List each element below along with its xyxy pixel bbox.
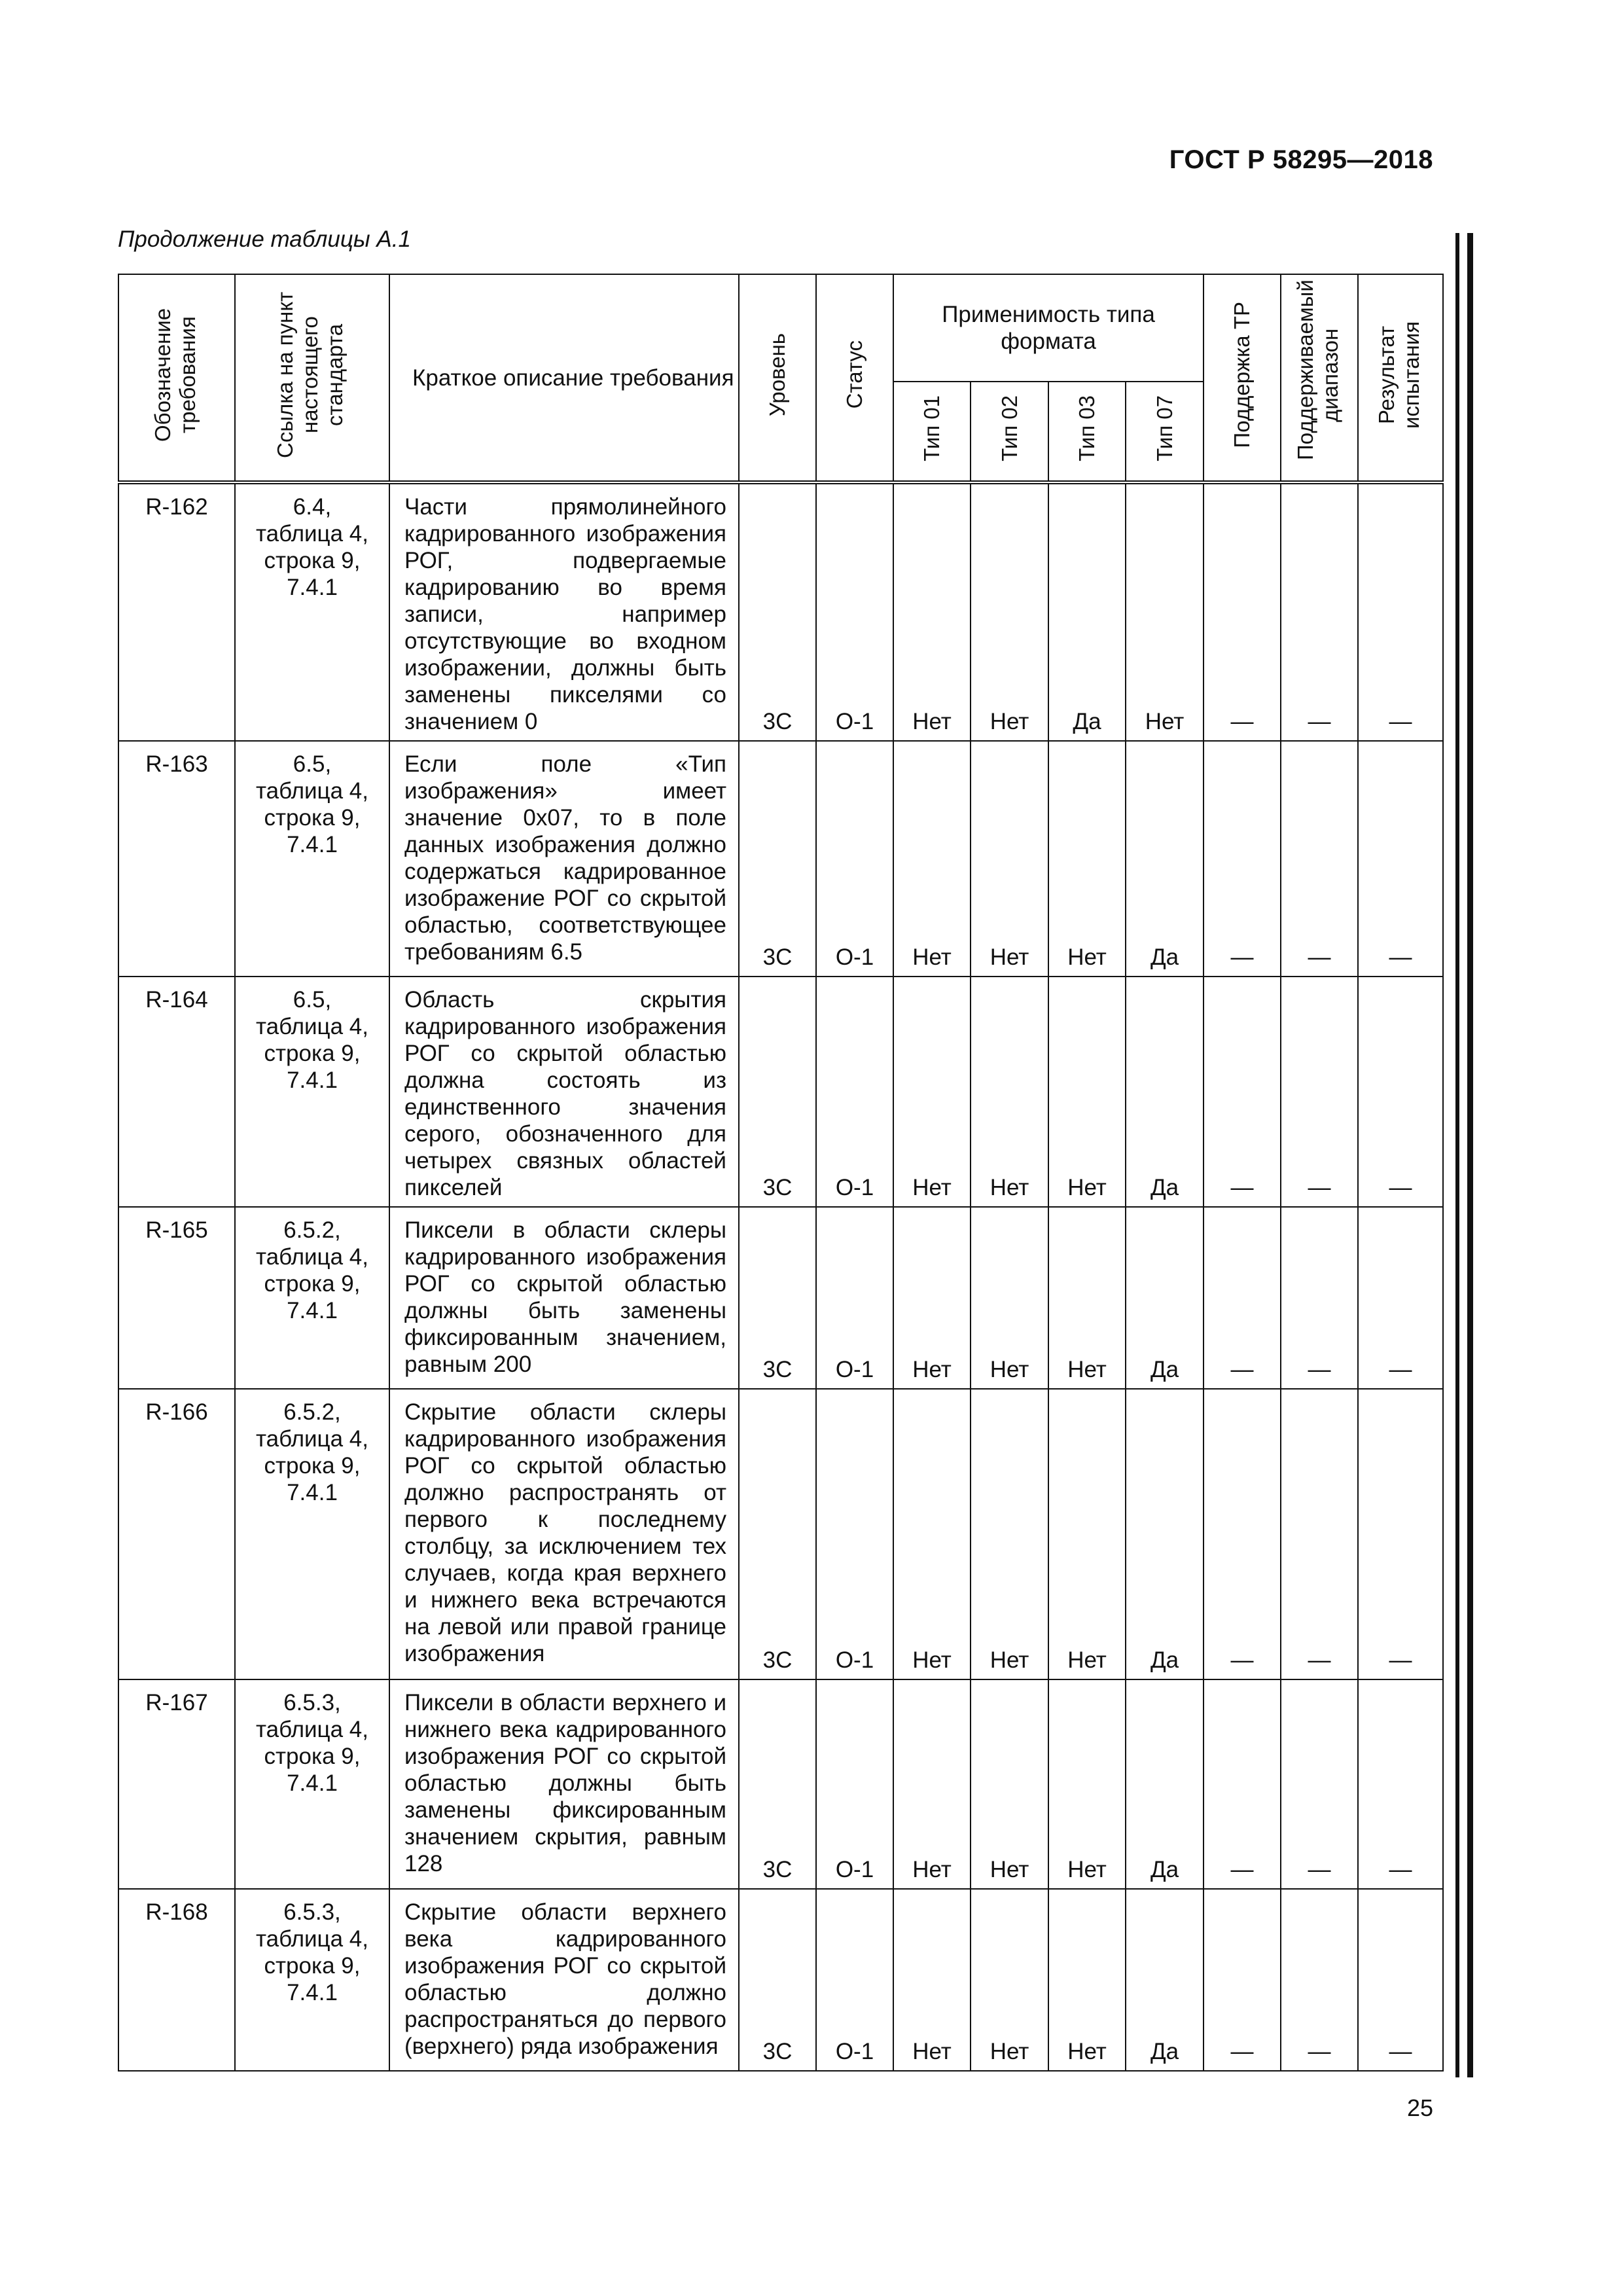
table-row [118,1389,1443,1679]
requirement-level: 3С [739,1889,816,2071]
reference-line: 7.4.1 [287,832,338,857]
standard-reference [235,741,389,977]
requirement-id: R-163 [118,741,235,977]
requirement-status: О-1 [816,977,893,1207]
document-standard-number: ГОСТ Р 58295—2018 [1169,145,1433,174]
reference-line: таблица 4, [256,778,368,804]
header-description: Краткое описание требования [389,274,739,482]
test-result-value: — [1358,977,1443,1207]
requirement-id: R-162 [118,482,235,741]
format-type-applicability: Да [1126,1207,1204,1389]
requirement-level: 3С [739,1207,816,1389]
format-type-applicability: Нет [971,741,1048,977]
requirement-status: О-1 [816,741,893,977]
format-type-applicability: Нет [893,1679,971,1889]
format-type-applicability: Нет [971,977,1048,1207]
supported-range-value: — [1281,1389,1358,1679]
requirement-description: Область скрытия кадрированного изображения РОГ со скрытой областью должна состоять из единственного значения серого, обозначенного для четырех связных областей пикселей [389,977,739,1207]
reference-line: таблица 4, [256,1426,368,1452]
header-type-07: Тип 07 [1126,382,1204,482]
requirement-level: 3С [739,482,816,741]
supported-range-value: — [1281,1207,1358,1389]
header-type-01: Тип 01 [893,382,971,482]
reference-line: 7.4.1 [287,1770,338,1796]
reference-line: таблица 4, [256,1014,368,1039]
format-type-applicability: Нет [1048,1679,1126,1889]
requirement-id: R-165 [118,1207,235,1389]
tr-support-value: — [1204,741,1281,977]
test-result-value: — [1358,482,1443,741]
requirement-id: R-167 [118,1679,235,1889]
tr-support-value: — [1204,482,1281,741]
header-tr-support: Поддержка ТР [1204,274,1281,482]
table-row [118,1207,1443,1389]
tr-support-value: — [1204,1679,1281,1889]
supported-range-value: — [1281,1679,1358,1889]
reference-line: 6.5.2, [283,1217,341,1243]
reference-line: строка 9, [264,805,361,831]
format-type-applicability: Нет [893,1889,971,2071]
header-type-03: Тип 03 [1048,382,1126,482]
format-type-applicability: Нет [893,741,971,977]
header-format-applicability: Применимость типа формата [893,274,1204,382]
tr-support-value: — [1204,977,1281,1207]
format-type-applicability: Нет [893,1389,971,1679]
reference-line: таблица 4, [256,521,368,547]
format-type-applicability: Нет [971,1207,1048,1389]
standard-reference [235,482,389,741]
requirement-level: 3С [739,977,816,1207]
reference-line: 6.5.3, [283,1899,341,1925]
requirement-id: R-168 [118,1889,235,2071]
requirement-status: О-1 [816,1679,893,1889]
reference-line: строка 9, [264,1953,361,1979]
standard-reference [235,1679,389,1889]
header-requirement-id: Обозначение требования [118,274,235,482]
table-row [118,1679,1443,1889]
header-status: Статус [816,274,893,482]
requirement-description: Пиксели в области склеры кадрированного изображения РОГ со скрытой областью должны быть заменены фиксированным значением, равным 200 [389,1207,739,1389]
reference-line: строка 9, [264,1041,361,1066]
supported-range-value: — [1281,482,1358,741]
reference-line: таблица 4, [256,1926,368,1952]
supported-range-value: — [1281,977,1358,1207]
table-caption: Продолжение таблицы А.1 [118,226,411,252]
reference-line: 7.4.1 [287,1067,338,1093]
reference-line: 6.4, [293,494,332,520]
format-type-applicability: Нет [1048,741,1126,977]
requirement-status: О-1 [816,1889,893,2071]
supported-range-value: — [1281,1889,1358,2071]
requirement-status: О-1 [816,482,893,741]
reference-line: строка 9, [264,1744,361,1769]
margin-bar-thin [1455,233,1459,2077]
reference-line: 7.4.1 [287,1980,338,2005]
table-row [118,741,1443,977]
requirement-status: О-1 [816,1207,893,1389]
format-type-applicability: Да [1126,977,1204,1207]
reference-line: 7.4.1 [287,575,338,600]
test-result-value: — [1358,741,1443,977]
standard-reference [235,977,389,1207]
requirement-description: Части прямолинейного кадрированного изображения РОГ, подвергаемые кадрированию во время записи, например отсутствующие во входном изображении, должны быть заменены пикселями со значением 0 [389,482,739,741]
table-body [118,482,1443,2071]
format-type-applicability: Нет [971,1889,1048,2071]
requirements-table [118,274,1444,2072]
standard-reference [235,1889,389,2071]
supported-range-value: — [1281,741,1358,977]
format-type-applicability: Нет [893,482,971,741]
requirement-id: R-164 [118,977,235,1207]
format-type-applicability: Нет [1048,1389,1126,1679]
reference-line: строка 9, [264,548,361,573]
requirement-level: 3С [739,741,816,977]
format-type-applicability: Нет [971,482,1048,741]
format-type-applicability: Нет [971,1679,1048,1889]
format-type-applicability: Да [1126,741,1204,977]
test-result-value: — [1358,1389,1443,1679]
reference-line: 7.4.1 [287,1480,338,1505]
reference-line: таблица 4, [256,1717,368,1742]
standard-reference [235,1389,389,1679]
table-row [118,482,1443,741]
reference-line: строка 9, [264,1271,361,1297]
header-supported-range: Поддерживаемый диапазон [1281,274,1358,482]
header-type-02: Тип 02 [971,382,1048,482]
format-type-applicability: Нет [971,1389,1048,1679]
reference-line: 6.5.3, [283,1690,341,1715]
requirement-level: 3С [739,1679,816,1889]
requirement-level: 3С [739,1389,816,1679]
header-level: Уровень [739,274,816,482]
test-result-value: — [1358,1207,1443,1389]
reference-line: 7.4.1 [287,1298,338,1323]
format-type-applicability: Да [1048,482,1126,741]
requirement-id: R-166 [118,1389,235,1679]
test-result-value: — [1358,1679,1443,1889]
format-type-applicability: Да [1126,1389,1204,1679]
margin-change-bars [1455,233,1475,2077]
page-number: 25 [1406,2094,1433,2121]
table-row [118,977,1443,1207]
table-row [118,1889,1443,2071]
header-standard-reference: Ссылка на пункт настоящего стандарта [235,274,389,482]
requirement-description: Пиксели в области верхнего и нижнего века кадрированного изображения РОГ со скрытой областью должны быть заменены фиксированным значением скрытия, равным 128 [389,1679,739,1889]
format-type-applicability: Нет [1048,977,1126,1207]
standard-reference [235,1207,389,1389]
requirement-description: Если поле «Тип изображения» имеет значение 0x07, то в поле данных изображения должно содержаться кадрированное изображение РОГ со скрытой областью, соответствующее требованиям 6.5 [389,741,739,977]
format-type-applicability: Нет [893,977,971,1207]
requirement-description: Скрытие области склеры кадрированного изображения РОГ со скрытой областью должно распространять от первого к последнему столбцу, за исключением тех случаев, когда края верхнего и нижнего века встречаются на левой или правой границе изображения [389,1389,739,1679]
format-type-applicability: Да [1126,1679,1204,1889]
margin-bar-thick [1467,233,1473,2077]
tr-support-value: — [1204,1389,1281,1679]
format-type-applicability: Нет [1048,1207,1126,1389]
reference-line: строка 9, [264,1453,361,1479]
format-type-applicability: Нет [1126,482,1204,741]
format-type-applicability: Нет [1048,1889,1126,2071]
reference-line: 6.5, [293,987,332,1013]
requirement-description: Скрытие области верхнего века кадрированного изображения РОГ со скрытой областью должно распространяться до первого (верхнего) ряда изображения [389,1889,739,2071]
reference-line: 6.5.2, [283,1399,341,1425]
tr-support-value: — [1204,1207,1281,1389]
tr-support-value: — [1204,1889,1281,2071]
reference-line: 6.5, [293,751,332,777]
format-type-applicability: Нет [893,1207,971,1389]
test-result-value: — [1358,1889,1443,2071]
requirement-status: О-1 [816,1389,893,1679]
format-type-applicability: Да [1126,1889,1204,2071]
header-test-result: Результат испытания [1358,274,1443,482]
table-header-row [118,274,1443,382]
reference-line: таблица 4, [256,1244,368,1270]
